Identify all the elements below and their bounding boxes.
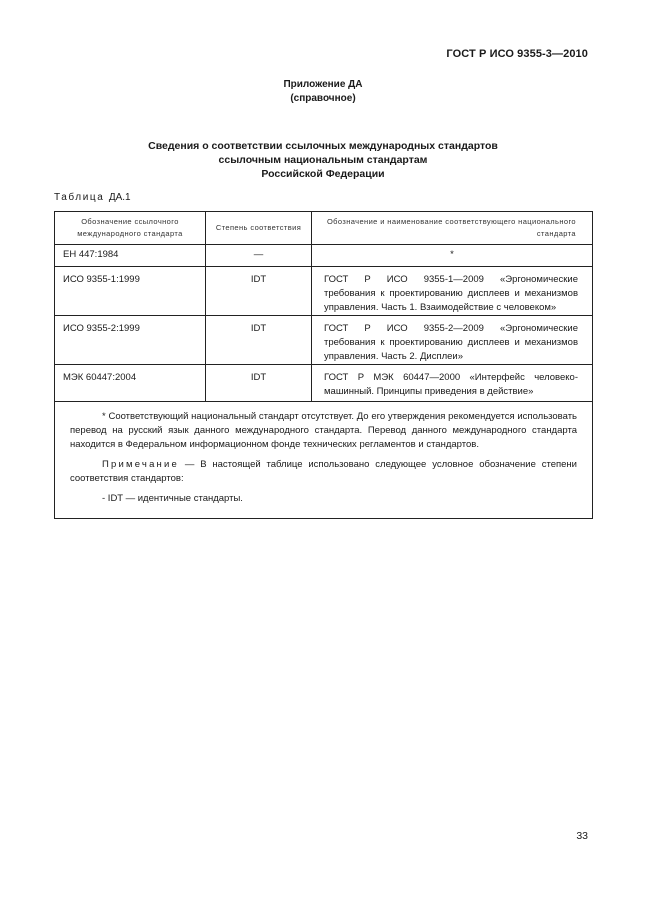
national-standard-cell: ГОСТ Р ИСО 9355-2—2009 «Эргономические требования к проектированию дисплеев и механизмов управления. Часть 2. Дисплеи» [324,323,578,362]
international-standard-cell: ЕН 447:1984 [55,245,206,266]
column-header: Обозначение и наименование соответствующего национального стандарта [326,217,576,238]
table-label-prefix: Таблица [54,192,105,203]
column-header: Обозначение ссылочного международного стандарта [55,212,206,244]
table-footnote: * Соответствующий национальный стандарт отсутствует. До его утверждения рекомендуется использовать перевод на русский язык данного международного стандарта. Перевод данного международного стандарта находится в Федеральном информационном фонде технических регламентов и стандартов. [70,411,577,450]
degree-cell: IDT [206,267,312,315]
international-standard-cell: МЭК 60447:2004 [55,365,206,401]
national-standard-cell: * [450,249,454,260]
table-label-number: ДА.1 [108,192,131,203]
note-label: Примечание [102,459,179,470]
table-row [55,365,592,402]
column-header: Степень соответствия [206,212,312,244]
table-row [55,316,592,365]
appendix-title: Приложение ДА [283,79,363,90]
correspondence-table [54,211,593,519]
standard-code-header: ГОСТ Р ИСО 9355-3—2010 [446,48,588,60]
table-row [55,267,592,316]
table-header-row [55,212,592,245]
section-title-line-3: Российской Федерации [261,168,385,180]
degree-legend: - IDT — идентичные стандарты. [102,493,243,504]
international-standard-cell: ИСО 9355-2:1999 [55,316,206,364]
section-title-line-1: Сведения о соответствии ссылочных международных стандартов [148,140,498,152]
table-label [54,192,131,203]
table-row [55,245,592,267]
note-text: — В настоящей таблице использовано следующее условное обозначение степени соответствия стандартов: [70,459,577,484]
table-notes [55,402,592,518]
page-number: 33 [576,830,588,842]
section-title [0,139,646,181]
degree-cell: IDT [206,316,312,364]
national-standard-cell: ГОСТ Р ИСО 9355-1—2009 «Эргономические требования к проектированию дисплеев и механизмов управления. Часть 1. Взаимодействие с человеком» [324,274,578,313]
degree-cell: IDT [206,365,312,401]
appendix-heading [0,78,646,106]
degree-cell: — [206,245,312,266]
national-standard-cell: ГОСТ Р МЭК 60447—2000 «Интерфейс человеко-машинный. Принципы приведения в действие» [324,372,578,397]
appendix-subtitle: (справочное) [290,93,356,104]
international-standard-cell: ИСО 9355-1:1999 [55,267,206,315]
section-title-line-2: ссылочным национальным стандартам [218,154,428,166]
table-note [70,458,577,486]
